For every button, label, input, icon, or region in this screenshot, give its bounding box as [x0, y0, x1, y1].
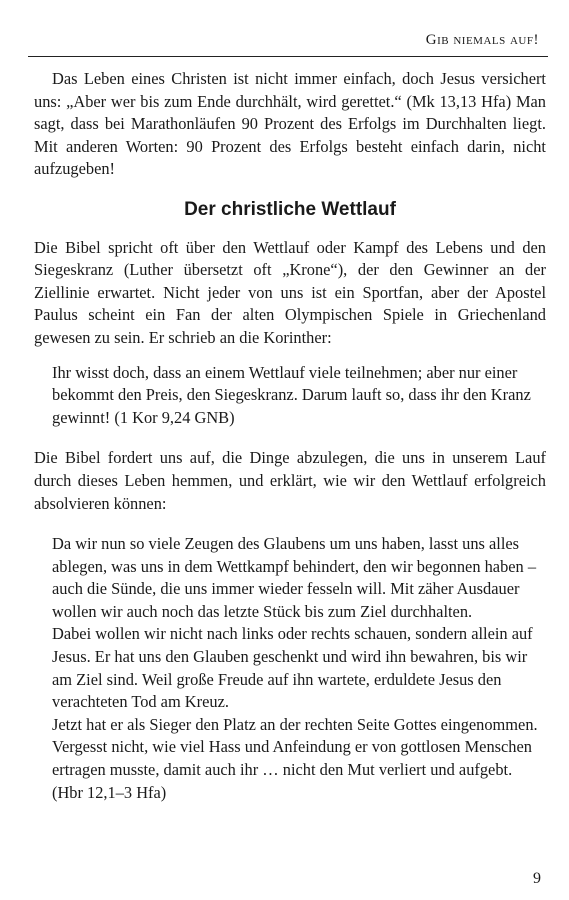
spacer — [34, 350, 546, 362]
section-heading-wrap — [34, 199, 546, 222]
page-body — [34, 68, 546, 804]
quote-2-part-3: Jetzt hat er als Sieger den Platz an der rechten Seite Gottes eingenommen. Vergesst nicht, wie viel Hass und Anfeindung er von gottlosen Menschen ertragen musste, damit auch ihr … nicht den Mut verliert und aufgebt. (Hbr 12,1–3 Hfa) — [52, 714, 538, 802]
section-heading: Der christliche Wettlauf — [184, 198, 396, 220]
quote-2-part-2: Dabei wollen wir nicht nach links oder rechts schauen, sondern allein auf Jesus. Er hat uns den Glauben geschenkt und wird ihn bewahren, bis wir am Ziel sind. Weil große Freude auf ihn wartete, erduldete Jesus den verachteten Tod am Kreuz. — [52, 624, 533, 712]
running-title: Gib niemals auf! — [425, 32, 539, 48]
spacer — [34, 515, 546, 533]
paragraph-1: Das Leben eines Christen ist nicht immer einfach, doch Jesus versichert uns: „Aber wer bis zum Ende durchhält, wird gerettet.“ (Mk 13,13 Hfa) Man sagt, dass bei Marathonläufen 90 Prozent des Erfolgs im Durchhalten liegt. Mit anderen Worten: 90 Prozent des Erfolgs besteht einfach darin, nicht aufzugeben! — [34, 69, 546, 179]
header-rule — [28, 56, 548, 57]
paragraph-2: Die Bibel spricht oft über den Wettlauf oder Kampf des Lebens und den Siegeskranz (Luther übersetzt oft „Krone“), der den Gewinner an der Ziellinie erwartet. Nicht jeder von uns ist ein Sportfan, aber der Apostel Paulus scheint ein Fan der alten Olympischen Spiele in Griechenland gewesen zu sein. Er schrieb an die Korinther: — [34, 237, 546, 347]
quote-2-part-1: Da wir nun so viele Zeugen des Glaubens um uns haben, lasst uns alles ablegen, was uns in dem Wettkampf behindert, den wir begonnen haben – auch die Sünde, die uns immer wieder fesseln will. Mit zäher Ausdauer wollen wir auch noch das letzte Stück bis zum Ziel durchhalten. — [52, 534, 537, 621]
spacer — [34, 429, 546, 447]
quote-1: Ihr wisst doch, dass an einem Wettlauf viele teilnehmen; aber nur einer bekommt den Preis, den Siegeskranz. Darum lauft so, dass ihr den Kranz gewinnt! (1 Kor 9,24 GNB) — [52, 362, 531, 427]
page-number: 9 — [533, 870, 541, 887]
paragraph-3: Die Bibel fordert uns auf, die Dinge abzulegen, die uns in unserem Lauf durch dieses Leben hemmen, und erklärt, wie wir den Wettlauf erfolgreich absolvieren können: — [34, 448, 546, 513]
